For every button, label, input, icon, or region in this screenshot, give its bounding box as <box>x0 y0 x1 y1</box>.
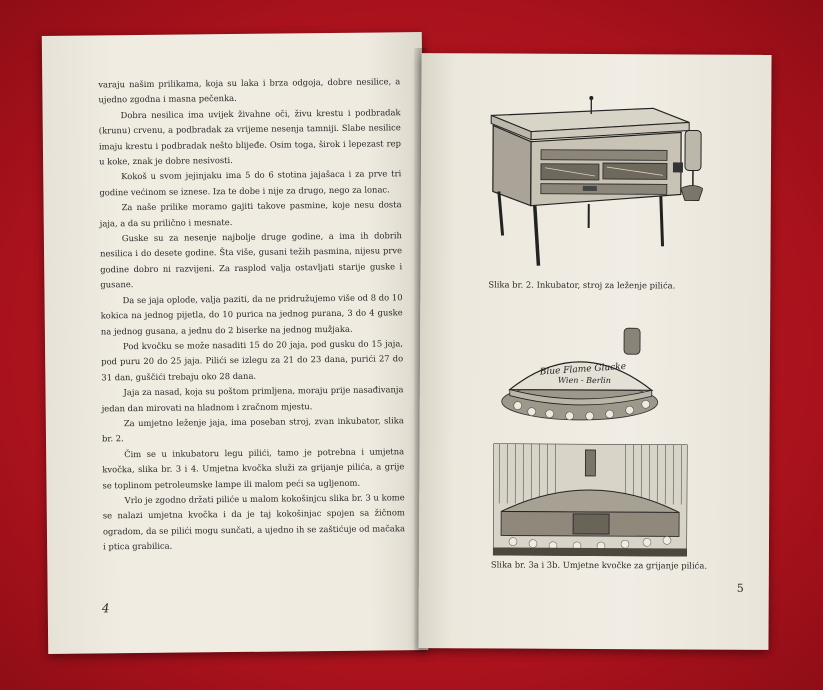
paragraph: Guske su za nesenje najbolje druge godine, a ima ih dobrih nesilica i do desete godine. Šta više, gusani težih pasmina, nijesu prve godine dobro ni razvijeni. Za rasplod valja ostavljati starije guske i gusane. <box>100 230 403 290</box>
figure-2-caption: Slika br. 2. Inkubator, stroj za leženje pilića. <box>488 279 676 291</box>
paragraph: Dobra nesilica ima uvijek živahne oči, živu krestu i podbradak (krunu) crvenu, a podbradak za vrijeme nesenja tamniji. Slabe nesilice imaju krestu i podbradak nešto blijeđe. Osim toga, širok i lepezast rep u koke, znak je dobre nesivosti. <box>98 107 401 167</box>
paragraph: Čim se u inkubatoru legu pilići, tamo je potrebna i umjetna kvočka, slika br. 3 i 4. Umjetna kvočka služi za grijanje pilića, a grije se toplinom petroleumske lampe ili malom peći sa ugljenom. <box>102 445 405 490</box>
incubator-illustration <box>472 95 703 274</box>
paragraph: varaju našim prilikama, koja su laka i brza odgoja, dobre nesilice, a ujedno zgodna i masna pečenka. <box>98 76 401 105</box>
figure-3-caption: Slika br. 3a i 3b. Umjetne kvočke za grijanje pilića. <box>490 559 708 571</box>
hover-brand-text: Blue Flame Glucke <box>539 361 627 378</box>
paragraph: Jaja za nasad, koja su poštom primljena, moraju prije nasađivanja jedan dan mirovati na hladnom i zračnom mjestu. <box>101 384 404 413</box>
page-number-left: 4 <box>101 601 110 616</box>
left-page-text <box>98 74 405 555</box>
hover-illustration <box>500 316 666 425</box>
paragraph: Za umjetno leženje jaja, ima poseban stroj, zvan inkubator, slika br. 2. <box>101 415 404 444</box>
page-number-right: 5 <box>736 581 744 595</box>
right-page <box>418 53 771 650</box>
hover-city-text: Wien - Berlin <box>557 375 611 386</box>
left-page <box>42 32 428 654</box>
paragraph: Kokoš u svom jejinjaku ima 5 do 6 stotina jajašaca i za prve tri godine većinom se iznese. Iza te dobe i nije za drugo, nego za lonac. <box>99 168 402 198</box>
paragraph: Da se jaja oplode, valja paziti, da ne pridružujemo više od 8 do 10 kokica na jednog pijetla, do 10 purica na jednog purana, 3 do 4 guske na jednog gusana, a jednu do 2 biserke na jednog mužjaka. <box>100 291 403 336</box>
brooder-illustration <box>493 443 688 556</box>
paragraph: Za naše prilike moramo gajiti takove pasmine, koje nesu dosta jaja, a da su prilično i mesnate. <box>99 199 402 229</box>
paragraph: Vrlo je zgodno držati piliće u malom kokošinjcu slika br. 3 u kome se nalazi umjetna kvočka i da je taj kokošinjac spojen sa žičnom ogradom, da se pilići mogu sunčati, a ujedno ih se zaštićuje od mačaka i ptica grabilica. <box>102 492 405 552</box>
paragraph: Pod kvočku se može nasaditi 15 do 20 jaja, pod gusku do 15 jaja, pod puru 20 do 25 jaja. Pilići se izlegu za 21 do 23 dana, purići 27 do 31 dan, guščići trebaju oko 28 dana. <box>101 338 404 383</box>
